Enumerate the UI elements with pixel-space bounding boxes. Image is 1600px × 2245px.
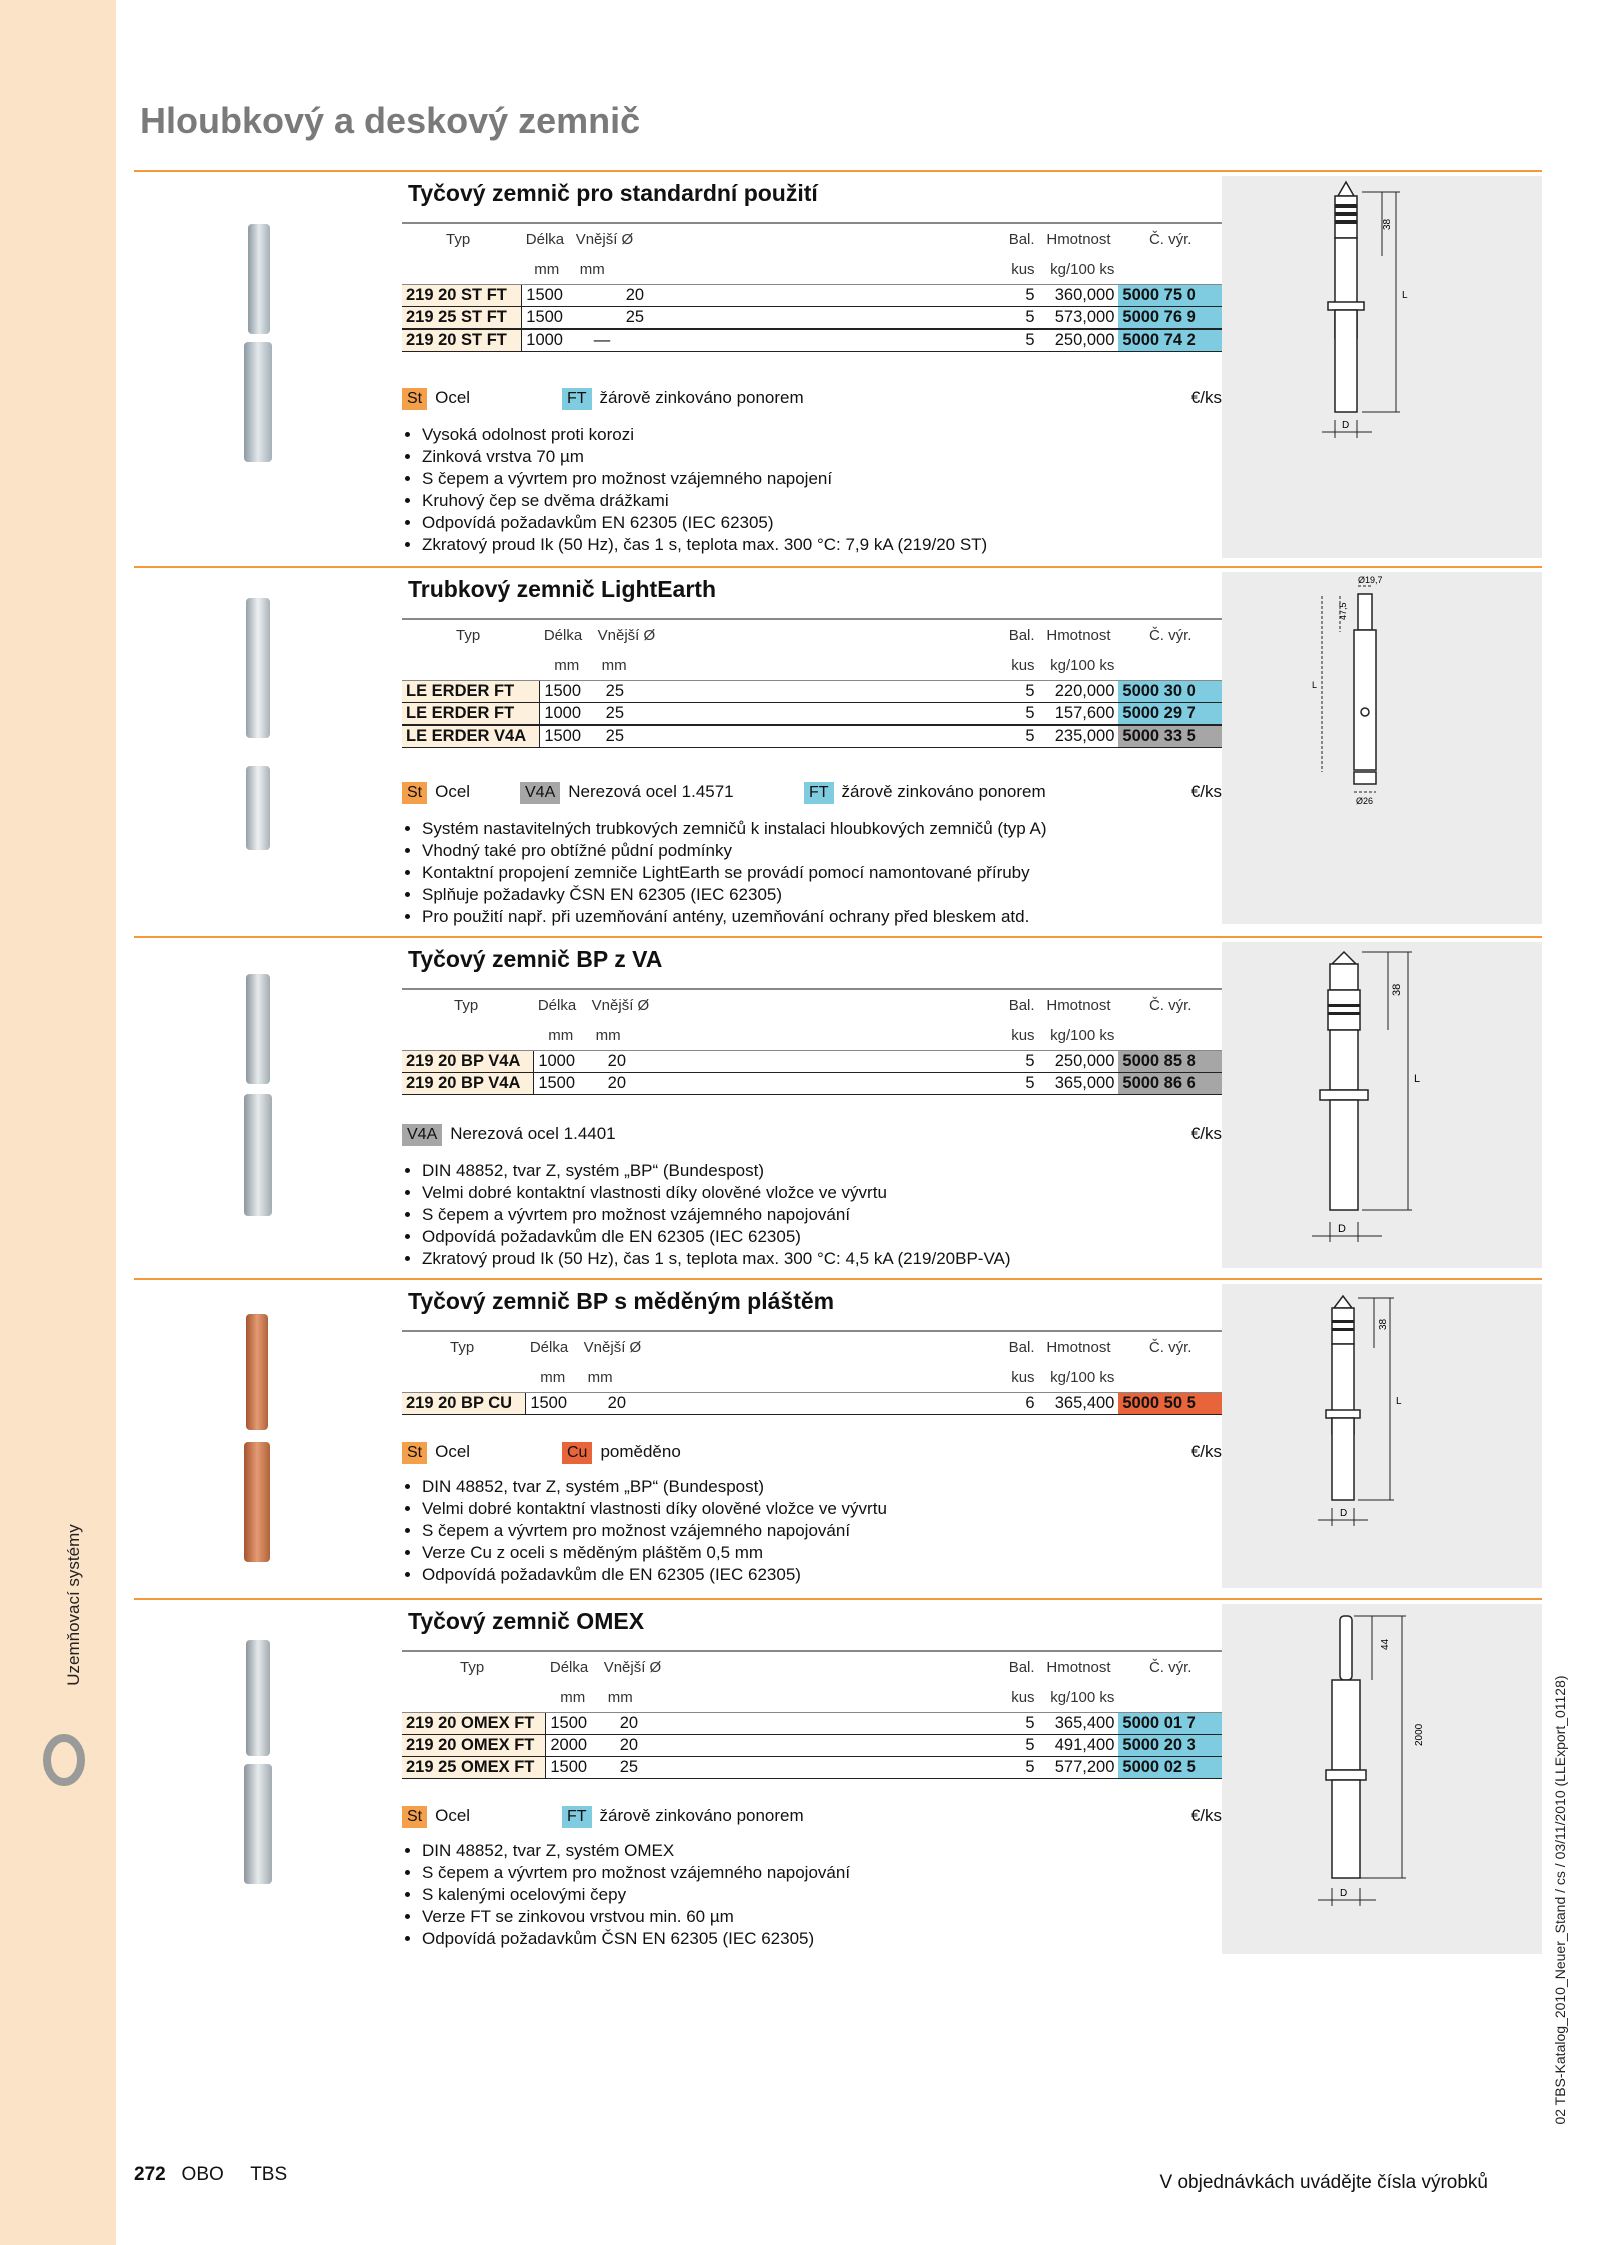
table-row: 219 20 ST FT 1000 — 5 250,000 5000 74 2 <box>402 329 1222 352</box>
section-title: Tyčový zemnič BP s měděným pláštěm <box>408 1288 835 1314</box>
svg-text:38: 38 <box>1378 1318 1389 1330</box>
section-lightearth <box>134 566 1542 934</box>
svg-text:L: L <box>1414 1073 1421 1085</box>
svg-text:Ø19,7: Ø19,7 <box>1358 575 1383 585</box>
product-table: Typ Délka Vnější Ø Bal. Hmotnost Č. výr. mm mm kus kg/100 ks 219 20 BP V4A 1000 20 5 250,000 5000 85 8 219 20 BP V4A 1500 20 5 365,000 5000 86 6 <box>402 988 1222 1095</box>
technical-drawing <box>1222 572 1542 924</box>
section-omex <box>134 1598 1542 1960</box>
table-row: 219 25 ST FT 1500 25 5 573,000 5000 76 9 <box>402 307 1222 330</box>
section-title: Tyčový zemnič BP z VA <box>408 946 663 972</box>
table-row: 219 20 BP CU 1500 20 6 365,400 5000 50 5 <box>402 1393 1222 1415</box>
svg-text:D: D <box>1338 1223 1346 1235</box>
section-bp-va <box>134 936 1542 1276</box>
side-label: Uzemňovací systémy <box>64 1524 83 1686</box>
svg-text:L: L <box>1396 1396 1402 1407</box>
footer-left: 272 OBO TBS <box>134 2164 288 2185</box>
table-row: LE ERDER V4A 1500 25 5 235,000 5000 33 5 <box>402 725 1222 748</box>
feature-list: • DIN 48852, tvar Z, systém OMEX • S čepem a vývrtem pro možnost vzájemného napojování • S kalenými ocelovými čepy • Verze FT se zinkovou vrstvou min. 60 µm • Odpovídá požadavkům ČSN EN 62305 (IEC 62305) <box>402 1840 1242 1950</box>
section-title: Trubkový zemnič LightEarth <box>408 576 716 602</box>
technical-drawing <box>1222 176 1542 558</box>
technical-drawing <box>1222 942 1542 1268</box>
table-row: 219 20 OMEX FT 2000 20 5 491,400 5000 20 3 <box>402 1735 1222 1757</box>
page-title: Hloubkový a deskový zemnič <box>140 100 641 141</box>
svg-text:Ø26: Ø26 <box>1356 796 1374 806</box>
svg-text:L: L <box>1402 290 1408 301</box>
table-row: 219 20 BP V4A 1500 20 5 365,000 5000 86 6 <box>402 1073 1222 1095</box>
product-table: Typ Délka Vnější Ø Bal. Hmotnost Č. výr. mm mm kus kg/100 ks 219 20 OMEX FT 1500 20 5 365,400 5000 01 7 219 20 OMEX FT 2000 20 5 491,400 5000 20 3 219 25 OMEX FT 1500 25 5 577,200 5000 02 5 <box>402 1650 1222 1779</box>
grounding-ring-icon <box>42 1734 86 1786</box>
table-row: LE ERDER FT 1000 25 5 157,600 5000 29 7 <box>402 703 1222 726</box>
material-legend: St Ocel Cu poměděno €/ks <box>402 1442 1222 1468</box>
section-standard-rod <box>134 170 1542 564</box>
material-legend: St Ocel V4A Nerezová ocel 1.4571 FT žárově zinkováno ponorem €/ks <box>402 782 1222 808</box>
table-row: LE ERDER FT 1500 25 5 220,000 5000 30 0 <box>402 681 1222 703</box>
feature-list: • DIN 48852, tvar Z, systém „BP“ (Bundespost) • Velmi dobré kontaktní vlastnosti díky olověné vložce ve vývrtu • S čepem a vývrtem pro možnost vzájemného napojování • Verze Cu z oceli s měděným pláštěm 0,5 mm • Odpovídá požadavkům dle EN 62305 (IEC 62305) <box>402 1476 1242 1586</box>
feature-list: • Vysoká odolnost proti korozi • Zinková vrstva 70 µm • S čepem a vývrtem pro možnost vzájemného napojení • Kruhový čep se dvěma drážkami • Odpovídá požadavkům EN 62305 (IEC 62305) • Zkratový proud Ik (50 Hz), čas 1 s, teplota max. 300 °C: 7,9 kA (219/20 ST) <box>402 424 1242 556</box>
product-table: Typ Délka Vnější Ø Bal. Hmotnost Č. výr. mm mm kus kg/100 ks 219 20 ST FT 1500 20 5 360,000 5000 75 0 219 25 ST FT 1500 25 5 573,000 5000 76 9 219 20 ST FT 1000 — 5 250,000 5000 74 2 <box>402 222 1222 352</box>
technical-drawing <box>1222 1604 1542 1954</box>
svg-text:L: L <box>1312 680 1318 690</box>
material-legend: St Ocel FT žárově zinkováno ponorem €/ks <box>402 388 1222 414</box>
technical-drawing <box>1222 1284 1542 1588</box>
svg-text:38: 38 <box>1391 983 1403 996</box>
svg-text:2000: 2000 <box>1414 1723 1425 1746</box>
section-title: Tyčový zemnič OMEX <box>408 1608 645 1634</box>
svg-text:47,5: 47,5 <box>1338 602 1348 620</box>
feature-list: • Systém nastavitelných trubkových zemničů k instalaci hloubkových zemničů (typ A) • Vhodný také pro obtížné půdní podmínky • Kontaktní propojení zemniče LightEarth se provádí pomocí namontované příruby • Splňuje požadavky ČSN EN 62305 (IEC 62305) • Pro použití např. při uzemňování antény, uzemňování ochrany před bleskem atd. <box>402 818 1242 928</box>
svg-text:D: D <box>1340 1508 1348 1519</box>
product-table: Typ Délka Vnější Ø Bal. Hmotnost Č. výr. mm mm kus kg/100 ks 219 20 BP CU 1500 20 6 365,400 5000 50 5 <box>402 1330 1222 1415</box>
footer-note: V objednávkách uvádějte čísla výrobků <box>1159 2172 1488 2193</box>
svg-text:44: 44 <box>1380 1638 1391 1650</box>
section-title: Tyčový zemnič pro standardní použití <box>408 180 818 206</box>
svg-text:38: 38 <box>1382 218 1393 230</box>
sidebar <box>0 0 116 2245</box>
table-row: 219 20 OMEX FT 1500 20 5 365,400 5000 01 7 <box>402 1713 1222 1735</box>
feature-list: • DIN 48852, tvar Z, systém „BP“ (Bundespost) • Velmi dobré kontaktní vlastnosti díky olověné vložce ve vývrtu • S čepem a vývrtem pro možnost vzájemného napojování • Odpovídá požadavkům dle EN 62305 (IEC 62305) • Zkratový proud Ik (50 Hz), čas 1 s, teplota max. 300 °C: 4,5 kA (219/20BP-VA) <box>402 1160 1242 1270</box>
material-legend: V4A Nerezová ocel 1.4401 €/ks <box>402 1124 1222 1150</box>
table-row: 219 20 ST FT 1500 20 5 360,000 5000 75 0 <box>402 285 1222 307</box>
product-table: Typ Délka Vnější Ø Bal. Hmotnost Č. výr. mm mm kus kg/100 ks LE ERDER FT 1500 25 5 220,000 5000 30 0 LE ERDER FT 1000 25 5 157,600 5000 29 7 LE ERDER V4A 1500 25 5 235,000 5000 33 5 <box>402 618 1222 748</box>
svg-text:D: D <box>1340 1888 1348 1899</box>
table-row: 219 25 OMEX FT 1500 25 5 577,200 5000 02 5 <box>402 1757 1222 1779</box>
section-bp-cu <box>134 1278 1542 1598</box>
svg-text:D: D <box>1342 420 1350 431</box>
material-legend: St Ocel FT žárově zinkováno ponorem €/ks <box>402 1806 1222 1832</box>
catalog-meta: 02 TBS-Katalog_2010_Neuer_Stand / cs / 03/11/2010 (LLExport_01128) <box>1552 1675 1568 2125</box>
table-row: 219 20 BP V4A 1000 20 5 250,000 5000 85 8 <box>402 1051 1222 1073</box>
